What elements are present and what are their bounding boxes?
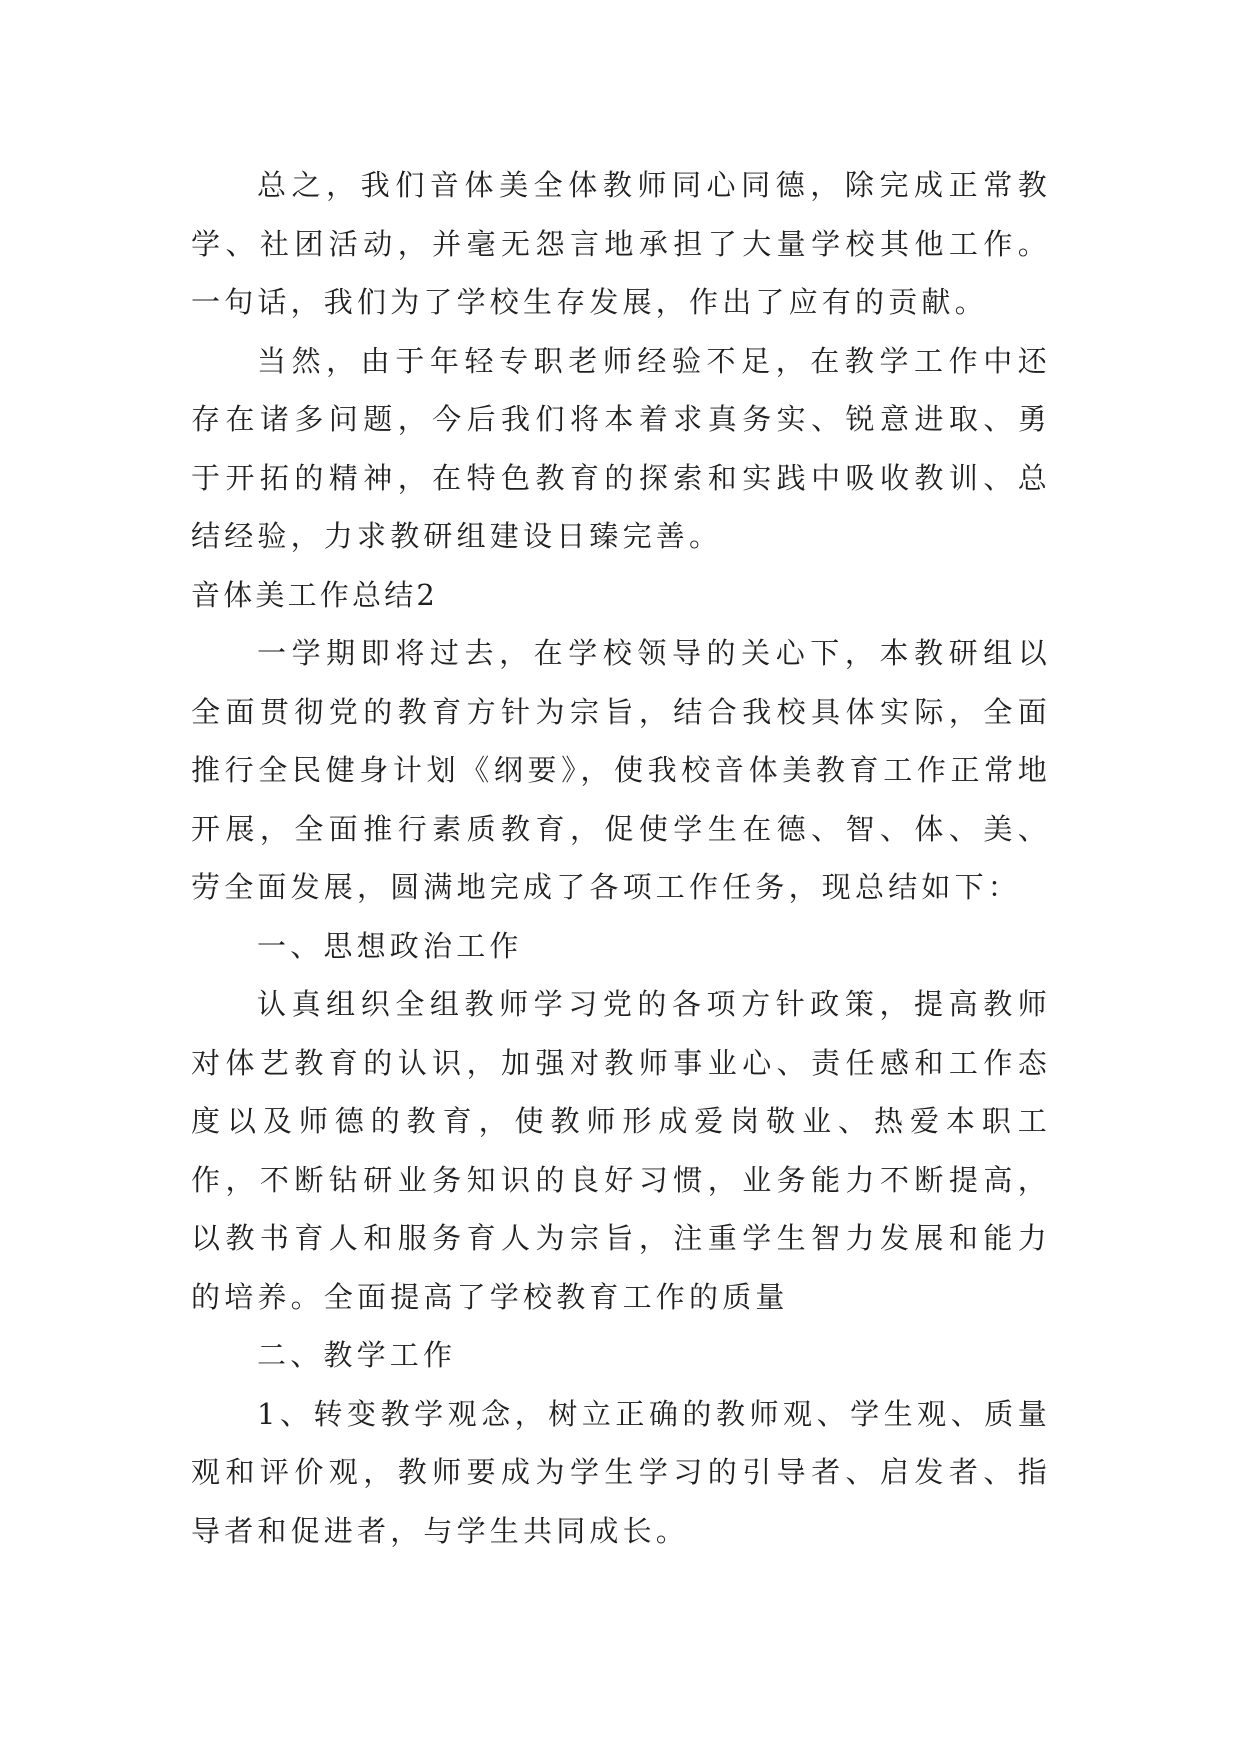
paragraph-1: 总之，我们音体美全体教师同心同德，除完成正常教学、社团活动，并毫无怨言地承担了大量学校其他工作。一句话，我们为了学校生存发展，作出了应有的贡献。 — [191, 168, 1051, 319]
subheading-1: 一、思想政治工作 — [257, 928, 523, 963]
paragraph-2: 当然，由于年轻专职老师经验不足，在教学工作中还存在诸多问题，今后我们将本着求真务实、锐意进取、勇于开拓的精神，在特色教育的探索和实践中吸收教训、总结经验，力求教研组建设日臻完善。 — [191, 343, 1051, 553]
paragraph-3: 一学期即将过去，在学校领导的关心下，本教研组以全面贯彻党的教育方针为宗旨，结合我校具体实际，全面推行全民健身计划《纲要》，使我校音体美教育工作正常地开展，全面推行素质教育，促使学生在德、智、体、美、劳全面发展，圆满地完成了各项工作任务，现总结如下： — [191, 636, 1051, 904]
subheading-2: 二、教学工作 — [257, 1338, 457, 1372]
section-title: 音体美工作总结2 — [191, 577, 439, 612]
paragraph-4: 认真组织全组教师学习党的各项方针政策，提高教师对体艺教育的认识，加强对教师事业心、责任感和工作态度以及师德的教育，使教师形成爱岗敬业、热爱本职工作，不断钻研业务知识的良好习惯，业务能力不断提高，以教书育人和服务育人为宗旨，注重学生智力发展和能力的培养。全面提高了学校教育工作的质量 — [191, 987, 1051, 1314]
document-body — [191, 156, 1051, 1560]
paragraph-5: 1、转变教学观念，树立正确的教师观、学生观、质量观和评价观，教师要成为学生学习的引导者、启发者、指导者和促进者，与学生共同成长。 — [191, 1396, 1051, 1548]
